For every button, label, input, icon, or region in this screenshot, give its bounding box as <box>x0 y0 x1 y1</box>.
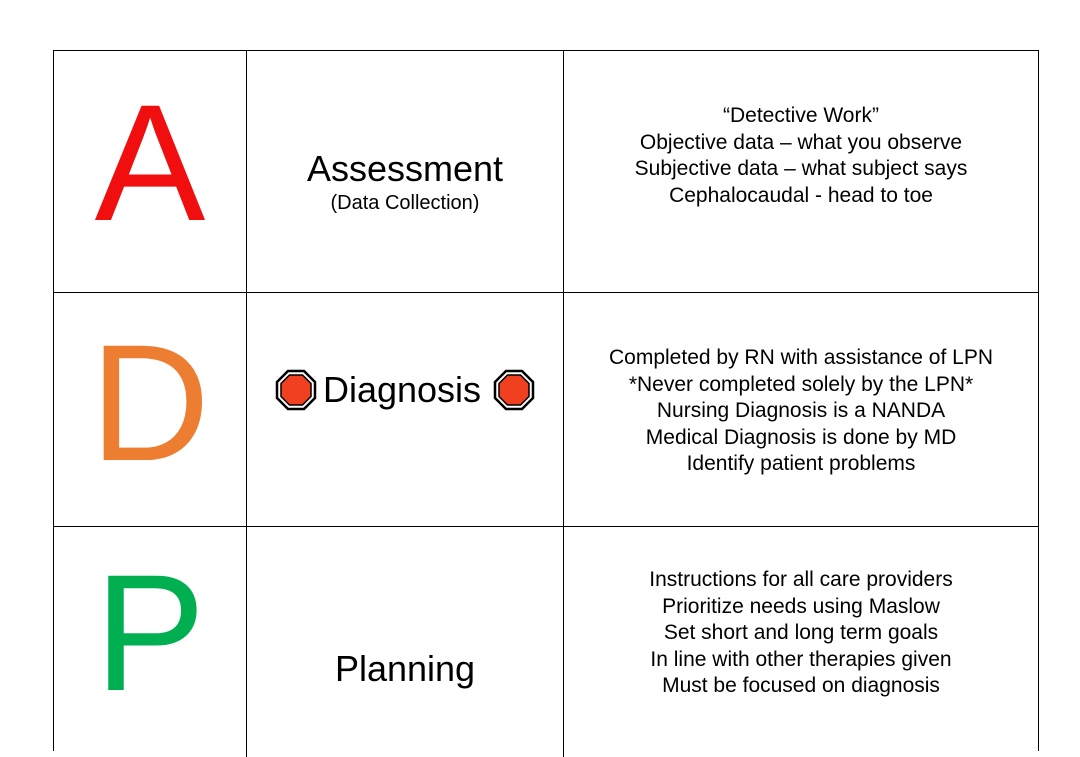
title-wrap <box>247 149 563 215</box>
letter-p: P <box>94 541 206 726</box>
description-cell <box>564 293 1038 526</box>
step-title: Diagnosis <box>322 369 482 410</box>
letter-cell <box>54 293 247 526</box>
description-line: Prioritize needs using Maslow <box>662 594 940 618</box>
title-cell <box>247 527 564 757</box>
letter-a: A <box>94 71 206 256</box>
stop-sign-icon <box>275 369 317 411</box>
step-title: Planning <box>334 648 476 689</box>
description-line: Cephalocaudal - head to toe <box>669 183 933 207</box>
title-wrap <box>247 649 563 689</box>
title-wrap <box>247 369 563 411</box>
step-title: Assessment <box>306 148 504 189</box>
description-lines <box>564 345 1038 478</box>
description-line: Objective data – what you observe <box>639 130 963 154</box>
description-line: Identify patient problems <box>686 452 916 475</box>
description-line: In line with other therapies given <box>650 647 952 671</box>
description-line: Instructions for all care providers <box>649 568 953 591</box>
description-cell <box>564 51 1038 292</box>
row-planning <box>54 527 1038 757</box>
description-line: Subjective data – what subject says <box>634 157 968 180</box>
step-subtitle: (Data Collection) <box>330 192 480 214</box>
adpie-table <box>53 50 1039 751</box>
description-line: Must be focused on diagnosis <box>662 674 940 697</box>
row-diagnosis <box>54 293 1038 527</box>
description-lines <box>564 567 1038 700</box>
letter-cell <box>54 51 247 292</box>
row-assessment <box>54 51 1038 293</box>
title-cell <box>247 51 564 292</box>
description-line: “Detective Work” <box>723 104 879 127</box>
description-line: Nursing Diagnosis is a NANDA <box>656 399 946 422</box>
title-cell <box>247 293 564 526</box>
description-line: Medical Diagnosis is done by MD <box>645 425 957 449</box>
diagnosis-title-line <box>247 369 563 411</box>
description-lines <box>564 103 1038 209</box>
letter-cell <box>54 527 247 757</box>
letter-d: D <box>90 311 210 496</box>
description-line: Set short and long term goals <box>663 621 939 644</box>
description-line: *Never completed solely by the LPN* <box>628 372 974 396</box>
stop-sign-icon <box>493 369 535 411</box>
description-cell <box>564 527 1038 757</box>
description-line: Completed by RN with assistance of LPN <box>609 346 993 369</box>
